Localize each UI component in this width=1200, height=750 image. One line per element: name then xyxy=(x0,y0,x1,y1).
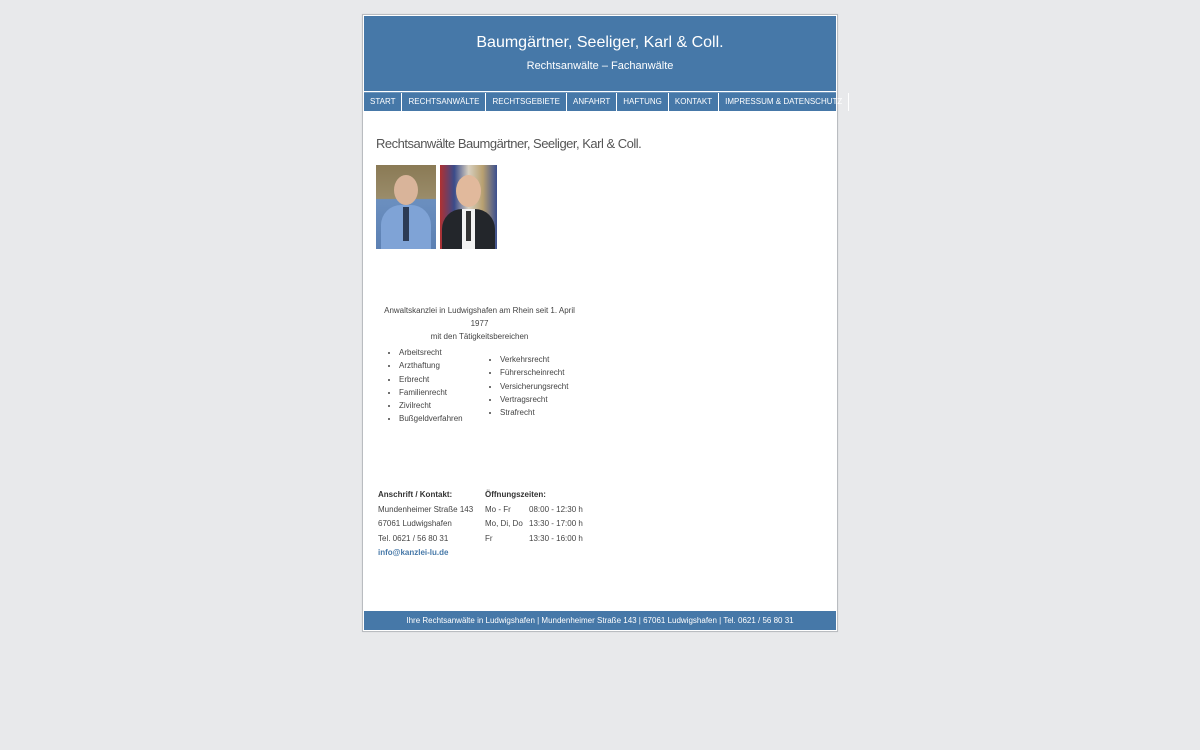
nav-item-kontakt[interactable]: KONTAKT xyxy=(669,93,719,111)
list-item: • Erbrecht xyxy=(399,373,463,386)
hours-day: Mo - Fr xyxy=(485,504,511,514)
list-item: • Zivilrecht xyxy=(399,399,463,412)
site-footer: Ihre Rechtsanwälte in Ludwigshafen | Mundenheimer Straße 143 | 67061 Ludwigshafen | Tel. 0621 / 56 80 31 xyxy=(364,611,836,630)
photo-shape xyxy=(466,211,471,241)
hours-row xyxy=(485,532,583,547)
list-item: • Versicherungsrecht xyxy=(500,380,568,393)
site-header xyxy=(364,16,836,91)
practice-areas-right xyxy=(488,353,568,419)
nav-item-rechtsanwaelte[interactable]: RECHTSANWÄLTE xyxy=(402,93,486,111)
nav-item-anfahrt[interactable]: ANFAHRT xyxy=(567,93,617,111)
contact-street: Mundenheimer Straße 143 xyxy=(378,504,474,514)
contact-email-link[interactable]: info@kanzlei-lu.de xyxy=(378,548,449,558)
nav-item-rechtsgebiete[interactable]: RECHTSGEBIETE xyxy=(486,93,567,111)
nav-item-haftung[interactable]: HAFTUNG xyxy=(617,93,669,111)
list-item: • Verkehrsrecht xyxy=(500,353,568,366)
photo-shape xyxy=(456,175,481,207)
hours-time: 13:30 - 16:00 h xyxy=(529,533,583,543)
contact-phone: Tel. 0621 / 56 80 31 xyxy=(378,533,449,543)
hours-day: Mo, Di, Do xyxy=(485,519,523,529)
practice-areas-left xyxy=(387,346,463,426)
list-item: • Bußgeldverfahren xyxy=(399,412,463,425)
contact-heading: Anschrift / Kontakt: xyxy=(378,490,453,499)
intro-line-2: mit den Tätigkeitsbereichen xyxy=(430,332,529,341)
list-item: • Familienrecht xyxy=(399,386,463,399)
list-item: • Vertragsrecht xyxy=(500,393,568,406)
list-item: • Führerscheinrecht xyxy=(500,366,568,379)
lawyer-photo-1 xyxy=(376,165,436,249)
list-item: • Strafrecht xyxy=(500,406,568,419)
main-nav xyxy=(364,92,843,111)
photo-shape xyxy=(394,175,418,205)
hours-time: 13:30 - 17:00 h xyxy=(529,519,583,529)
lawyer-photo-2 xyxy=(440,165,497,249)
nav-item-impressum[interactable]: IMPRESSUM & DATENSCHUTZ xyxy=(719,93,849,111)
site-title: Baumgärtner, Seeliger, Karl & Coll. xyxy=(476,34,724,51)
photo-shape xyxy=(403,207,409,241)
page-container xyxy=(362,14,843,632)
hours-day: Fr xyxy=(485,533,493,543)
page-title: Rechtsanwälte Baumgärtner, Seeliger, Karl & Coll. xyxy=(376,136,642,151)
hours-time: 08:00 - 12:30 h xyxy=(529,504,583,514)
contact-city: 67061 Ludwigshafen xyxy=(378,519,452,529)
intro-text xyxy=(376,304,583,343)
list-item: • Arbeitsrecht xyxy=(399,346,463,359)
site-subtitle: Rechtsanwälte – Fachanwälte xyxy=(526,60,674,72)
nav-item-start[interactable]: START xyxy=(364,93,402,111)
hours-row xyxy=(485,503,583,518)
intro-line-1: Anwaltskanzlei in Ludwigshafen am Rhein seit 1. April 1977 xyxy=(384,306,575,328)
hours-row xyxy=(485,517,583,532)
contact-block xyxy=(378,488,473,561)
opening-hours-block xyxy=(485,488,583,546)
hours-heading: Öffnungszeiten: xyxy=(485,490,546,499)
list-item: • Arzthaftung xyxy=(399,359,463,372)
